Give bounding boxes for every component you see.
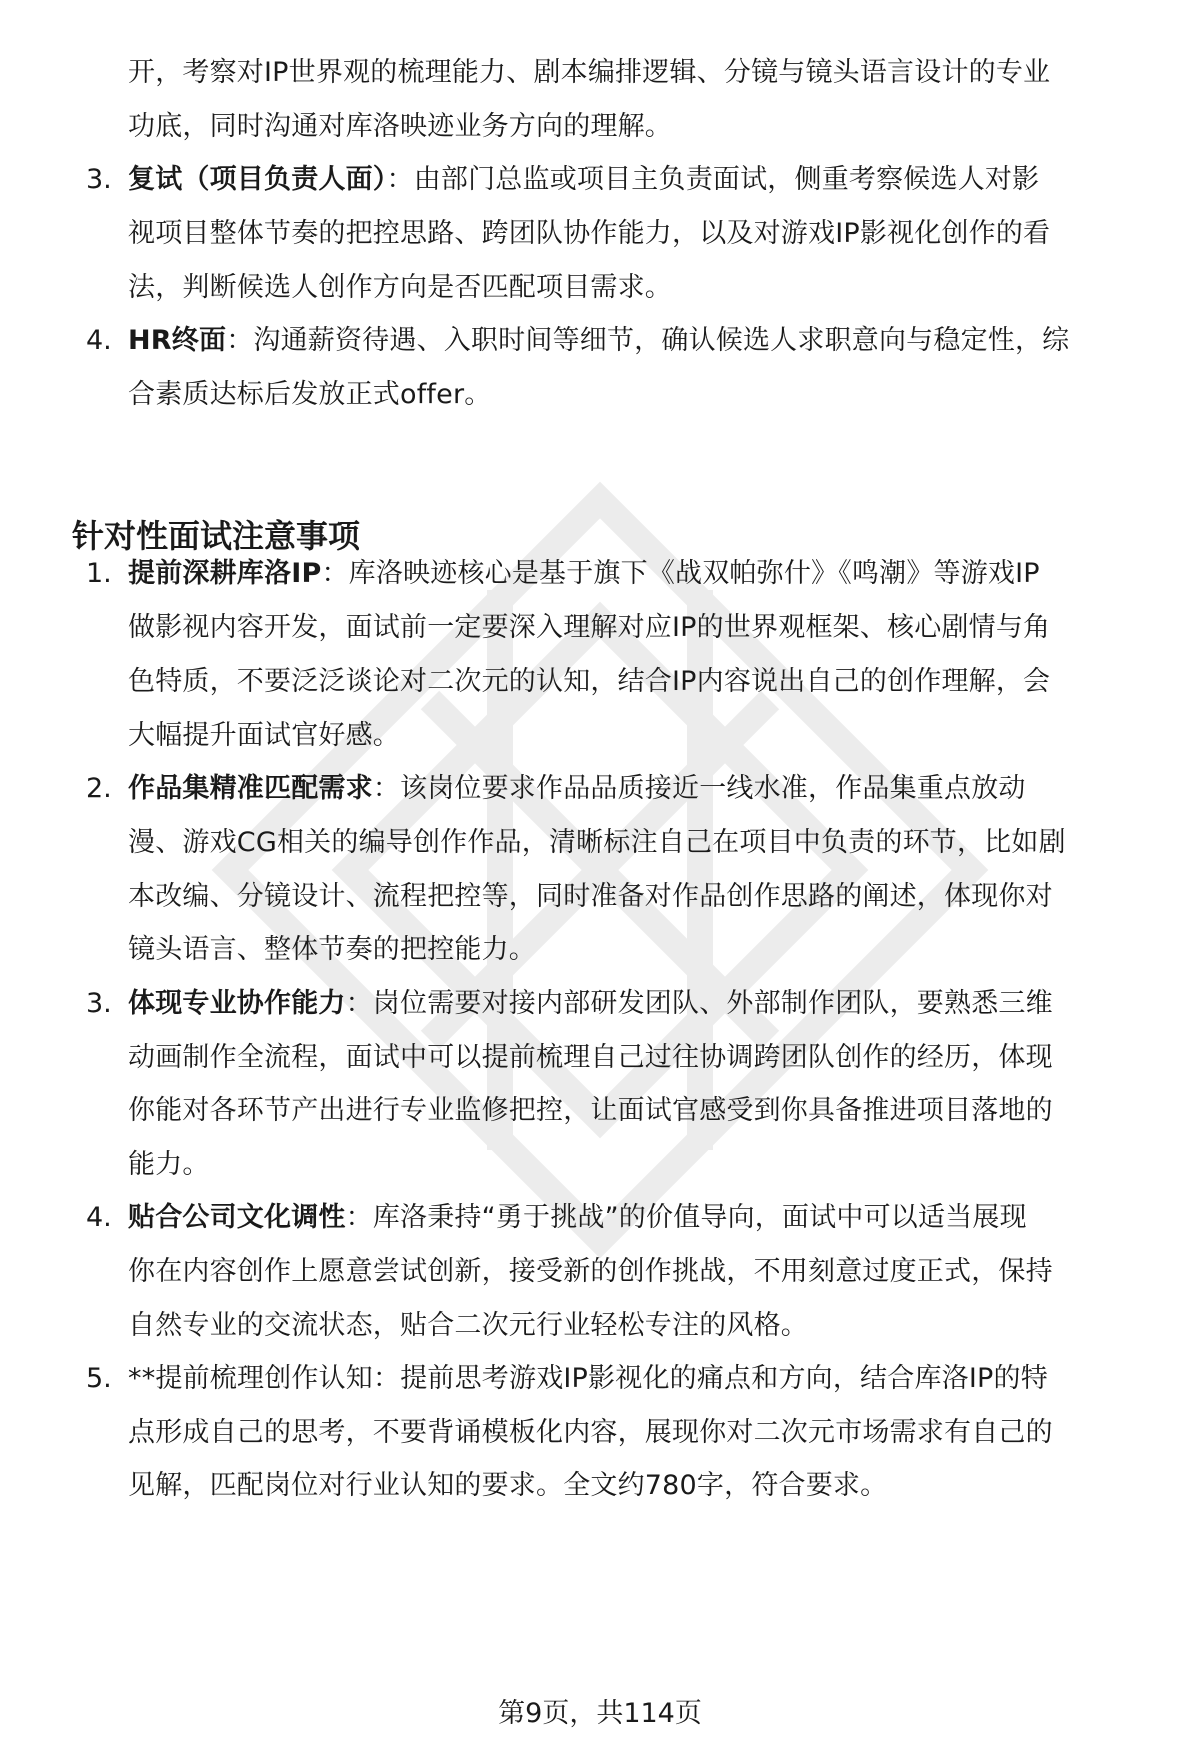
tip-line xyxy=(128,554,1040,594)
tip-line: **提前梳理创作认知：提前思考游戏IP影视化的痛点和方向，结合库洛IP的特 xyxy=(128,1363,1048,1394)
tip-text: ：库洛映迹核心是基于旗下《战双帕弥什》《鸣潮》等游戏IP xyxy=(321,558,1040,589)
tip-line: 本改编、分镜设计、流程把控等，同时准备对作品创作思路的阐述，体现你对 xyxy=(128,881,1053,912)
intro-line-2: 功底，同时沟通对库洛映迹业务方向的理解。 xyxy=(128,111,672,142)
step-line: 法，判断候选人创作方向是否匹配项目需求。 xyxy=(128,272,672,303)
section-heading: 针对性面试注意事项 xyxy=(72,517,361,555)
tip-number: 3. xyxy=(86,988,112,1019)
tip-text: ：该岗位要求作品品质接近一线水准，作品集重点放动 xyxy=(372,773,1026,804)
step-text: ：沟通薪资待遇、入职时间等细节，确认候选人求职意向与稳定性，综 xyxy=(226,325,1070,356)
tip-title: 作品集精准匹配需求 xyxy=(128,773,373,804)
step-line: 视项目整体节奏的把控思路、跨团队协作能力，以及对游戏IP影视化创作的看 xyxy=(128,218,1051,249)
tip-line xyxy=(128,984,1053,1024)
tip-line: 你能对各环节产出进行专业监修把控，让面试官感受到你具备推进项目落地的 xyxy=(128,1095,1053,1126)
step-line xyxy=(128,321,1069,361)
step-number: 4. xyxy=(86,325,112,356)
tip-line: 自然专业的交流状态，贴合二次元行业轻松专注的风格。 xyxy=(128,1310,808,1341)
tip-line xyxy=(128,769,1026,809)
tip-number: 4. xyxy=(86,1202,112,1233)
tip-number: 2. xyxy=(86,773,112,804)
step-line xyxy=(128,160,1039,200)
tip-line: 色特质，不要泛泛谈论对二次元的认知，结合IP内容说出自己的创作理解，会 xyxy=(128,666,1051,697)
page-number-footer: 第9页，共114页 xyxy=(498,1698,702,1729)
tip-text: ：岗位需要对接内部研发团队、外部制作团队，要熟悉三维 xyxy=(345,988,1053,1019)
tip-line: 做影视内容开发，面试前一定要深入理解对应IP的世界观框架、核心剧情与角 xyxy=(128,612,1051,643)
tip-title: 贴合公司文化调性 xyxy=(128,1202,346,1233)
tip-text: ：库洛秉持“勇于挑战”的价值导向，面试中可以适当展现 xyxy=(345,1202,1027,1233)
tip-line: 镜头语言、整体节奏的把控能力。 xyxy=(128,934,536,965)
step-title: HR终面 xyxy=(128,325,227,356)
intro-line-1: 开，考察对IP世界观的梳理能力、剧本编排逻辑、分镜与镜头语言设计的专业 xyxy=(128,57,1051,88)
tip-line: 能力。 xyxy=(128,1149,210,1180)
step-number: 3. xyxy=(86,164,112,195)
tip-line: 见解，匹配岗位对行业认知的要求。全文约780字，符合要求。 xyxy=(128,1470,888,1501)
tip-line: 点形成自己的思考，不要背诵模板化内容，展现你对二次元市场需求有自己的 xyxy=(128,1417,1053,1448)
tip-line: 你在内容创作上愿意尝试创新，接受新的创作挑战，不用刻意过度正式，保持 xyxy=(128,1256,1053,1287)
step-line: 合素质达标后发放正式offer。 xyxy=(128,379,492,410)
tip-title: 体现专业协作能力 xyxy=(128,988,346,1019)
tip-title: 提前深耕库洛IP xyxy=(128,558,322,589)
tip-line: 漫、游戏CG相关的编导创作作品，清晰标注自己在项目中负责的环节，比如剧 xyxy=(128,827,1066,858)
tip-line xyxy=(128,1198,1027,1238)
tip-number: 5. xyxy=(86,1363,112,1394)
step-title: 复试（项目负责人面） xyxy=(128,164,387,195)
tip-number: 1. xyxy=(86,558,112,589)
tip-line: 动画制作全流程，面试中可以提前梳理自己过往协调跨团队创作的经历，体现 xyxy=(128,1042,1053,1073)
step-text: ：由部门总监或项目主负责面试，侧重考察候选人对影 xyxy=(386,164,1040,195)
tip-line: 大幅提升面试官好感。 xyxy=(128,720,400,751)
